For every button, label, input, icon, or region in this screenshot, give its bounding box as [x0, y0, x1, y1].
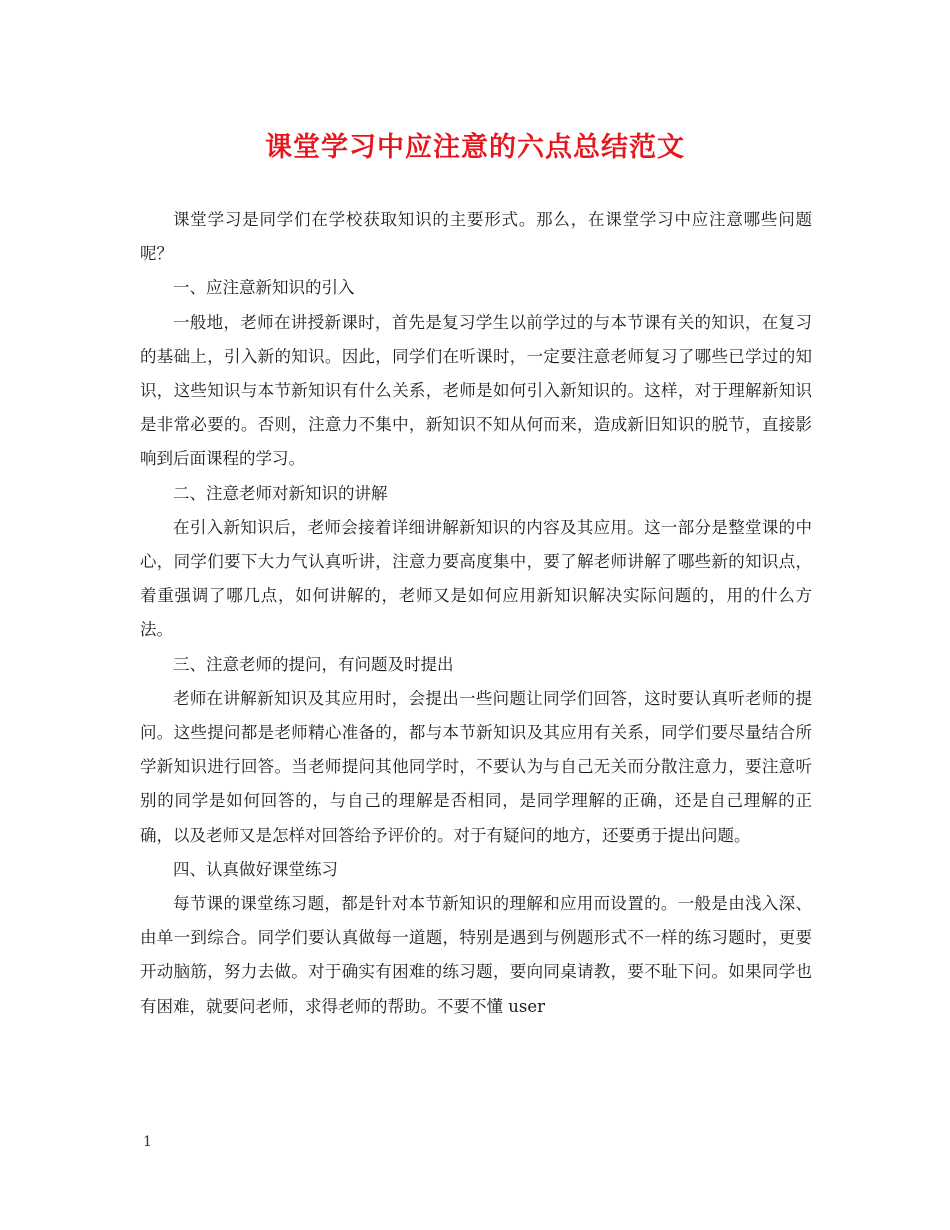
- section-heading-1: 一、应注意新知识的引入: [173, 278, 355, 298]
- document-title: 课堂学习中应注意的六点总结范文: [265, 132, 685, 163]
- section-body-1: 一般地，老师在讲授新课时，首先是复习学生以前学过的与本节课有关的知识，在复习的基础上，引入新的知识。因此，同学们在听课时，一定要注意老师复习了哪些已学过的知识，这些知识与本节新知识有什么关系，老师是如何引入新知识的。这样，对于理解新知识是非常必要的。否则，注意力不集中，新知识不知从何而来，造成新旧知识的脱节，直接影响到后面课程的学习。: [140, 312, 812, 469]
- intro-paragraph: 课堂学习是同学们在学校获取知识的主要形式。那么，在课堂学习中应注意哪些问题呢？: [140, 210, 812, 264]
- page-number: 1: [143, 1134, 152, 1150]
- section-heading-4: 四、认真做好课堂练习: [173, 859, 338, 879]
- document-body: [140, 203, 812, 1024]
- section-body-2: 在引入新知识后，老师会接着详细讲解新知识的内容及其应用。这一部分是整堂课的中心，同学们要下大力气认真听讲，注意力要高度集中，要了解老师讲解了哪些新的知识点，着重强调了哪几点，如何讲解的，老师又是如何应用新知识解决实际问题的，用的什么方法。: [140, 517, 812, 640]
- section-heading-3: 三、注意老师的提问，有问题及时提出: [173, 654, 454, 674]
- section-body-4: 每节课的课堂练习题，都是针对本节新知识的理解和应用而设置的。一般是由浅入深、由单一到综合。同学们要认真做每一道题，特别是遇到与例题形式不一样的练习题时，更要开动脑筋，努力去做。对于确实有困难的练习题，要向同桌请教，要不耻下问。如果同学也有困难，就要问老师，求得老师的帮助。不要不懂 user: [140, 894, 812, 1016]
- section-heading-2: 二、注意老师对新知识的讲解: [173, 483, 388, 503]
- section-body-3: 老师在讲解新知识及其应用时，会提出一些问题让同学们回答，这时要认真听老师的提问。这些提问都是老师精心准备的，都与本节新知识及其应用有关系，同学们要尽量结合所学新知识进行回答。当老师提问其他同学时，不要认为与自己无关而分散注意力，要注意听别的同学是如何回答的，与自己的理解是否相同，是同学理解的正确，还是自己理解的正确，以及老师又是怎样对回答给予评价的。对于有疑问的地方，还要勇于提出问题。: [140, 688, 812, 845]
